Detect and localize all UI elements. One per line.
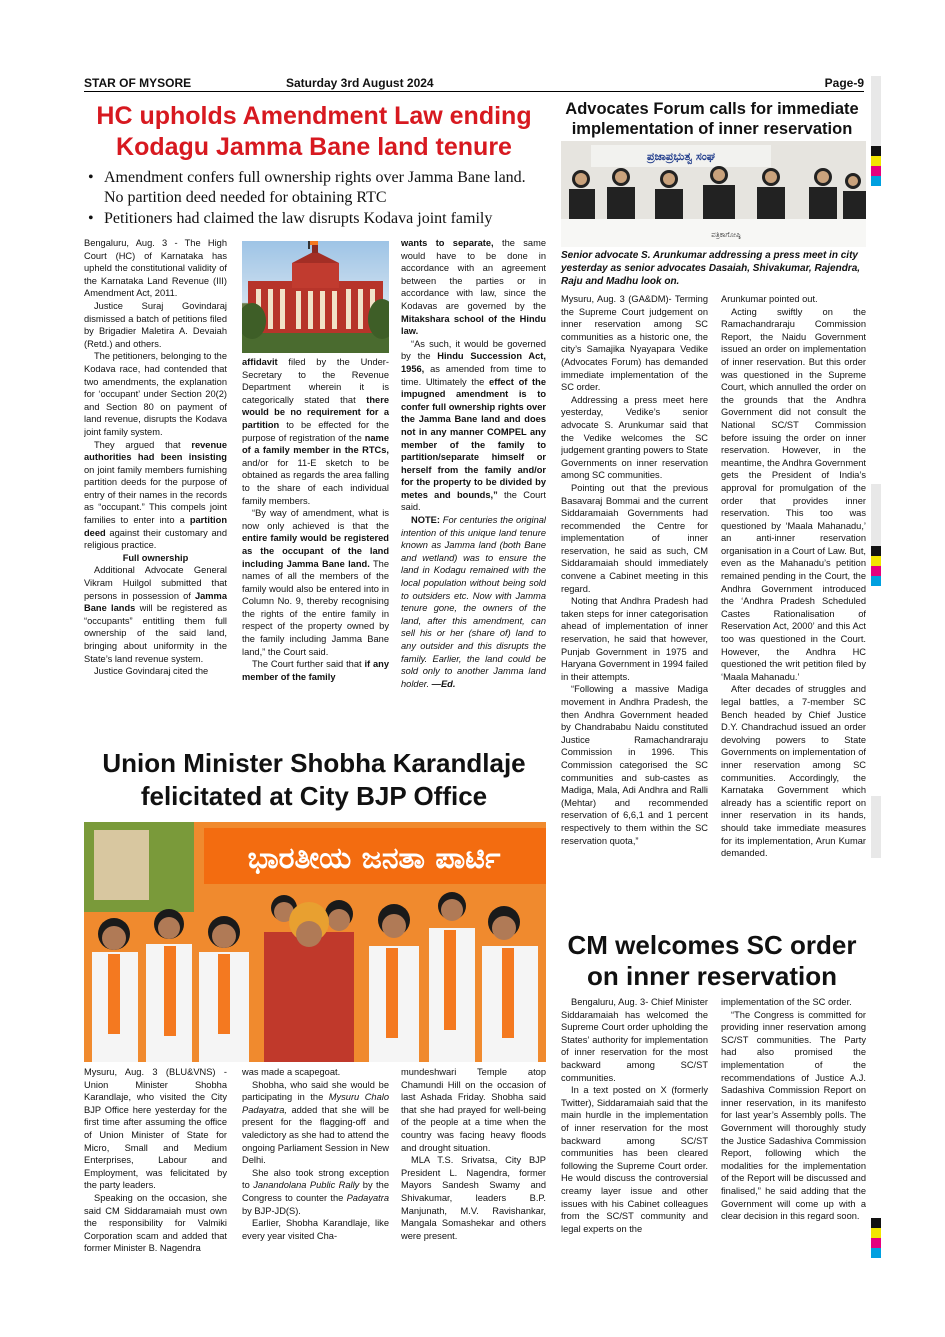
forum-col1-para: Addressing a press meet here yesterday, Vedike’s senior advocate S. Arunkumar said that the Vedike welcomes the SC judgement granting powers to State Governments on inner reservation among SC communities. bbox=[561, 394, 708, 481]
print-margin-bar bbox=[871, 796, 881, 858]
press-meet-photo-art bbox=[561, 141, 866, 247]
cm-col1-para: Bengaluru, Aug. 3- Chief Minister Siddaramaiah has welcomed the Supreme Court order upholding the States’ authority for implementation of inner reservation for the most backward among SC/ST communities. bbox=[561, 997, 708, 1083]
cm-headline-line-1: CM welcomes SC order bbox=[567, 930, 857, 960]
hc-col1-para: Justice Govindaraj cited the bbox=[94, 666, 209, 677]
forum-col1-para: Noting that Andhra Pradesh had taken steps for inner categorisation ahead of implementation of inner reservation, he said that however, Punjab Government in 1975 and Haryana Government in 1994 failed in their attempts. bbox=[561, 596, 708, 682]
color-registration-strip bbox=[871, 1218, 881, 1258]
shobha-column-2 bbox=[242, 1066, 389, 1264]
forum-table-label: ಪತ್ರಿಕಾಗೋಷ್ಠಿ bbox=[711, 231, 741, 239]
hc-col1-para: Justice Suraj Govindaraj dismissed a batch of petitions filed by Brigadier Maletira A. Devaiah (Retd.) and others. bbox=[84, 300, 227, 349]
print-margin-bar bbox=[871, 76, 881, 146]
shobha-col3-para: mundeshwari Temple atop Chamundi Hill on the occasion of last Ashada Friday. Shobha said that she had prayed for well-being of the people at a time when the country was facing heavy floods and drought situation. bbox=[401, 1067, 546, 1153]
hc-deck-bullet: • Petitioners had claimed the law disrupts Kodava joint family bbox=[84, 209, 544, 229]
forum-column-2 bbox=[721, 293, 866, 925]
forum-col1-para: Pointing out that the previous Basavaraj Bommai and the current Siddaramaiah Governments had recommended the Centre for implementation of inner reservation, he said as such, CM Siddaramaiah should immediately convene a Cabinet meeting in this regard. bbox=[561, 482, 708, 594]
shobha-col2-para: She also took strong exception to Janandolana Public Rally by the Congress to counter the Padayatra by BJP-JD(S). bbox=[242, 1167, 389, 1216]
publication-name: STAR OF MYSORE bbox=[84, 76, 192, 90]
shobha-headline-line-2: felicitated at City BJP Office bbox=[140, 781, 488, 811]
forum-col1-para: Mysuru, Aug. 3 (GA&DM)- Terming the Supreme Court judgement on inner reservation among SC communities as a historic one, the city’s Samajika Nyayapara Vedike (Advocates Forum) has demanded immediate implementation of the SC order. bbox=[561, 294, 708, 393]
forum-headline bbox=[556, 99, 868, 139]
cm-headline bbox=[556, 930, 868, 992]
forum-banner-text: ಪ್ರಜಾಪ್ರಭುತ್ವ ಸಂಘ bbox=[647, 150, 715, 163]
hc-column-2 bbox=[242, 356, 389, 739]
issue-date: Saturday 3rd August 2024 bbox=[286, 76, 434, 90]
shobha-column-3 bbox=[401, 1066, 546, 1264]
hc-col1-para: They argued that revenue authorities had been insisting on joint family members furnishing partition deeds for the purpose of entry of their names in the records as “occupant.” This compels joint families to enter into a partition deed against their customary and religious practice. bbox=[84, 439, 227, 551]
press-meet-photo bbox=[561, 141, 866, 247]
forum-col1-para: “Following a massive Madiga movement in Andhra Pradesh, the then Andhra Government headed by Chandrababu Naidu constituted Justice Ramachandraraju Commission in 1996. This Commission categorised the SC communities and sub-castes as Madiga, Mala, Adi Andhra and Ralli (Mehtar) and recommended reservation of 6,6,1 and 1 percent respectively to them within the SC reservation quota,” bbox=[561, 684, 708, 846]
shobha-headline-line-1: Union Minister Shobha Karandlaje bbox=[102, 748, 526, 778]
hc-headline-line-2: Kodagu Jamma Bane land tenure bbox=[116, 133, 512, 161]
cm-col2-para: “The Congress is committed for providing inner reservation among SC/ST communities. The Party had also promised the implementation of the recommendations of Justice A.J. Sadashiva Commission Report on inner reservation, in its manifesto for last year’s Assembly polls. The Government will thoroughly study the Justice Sadashiva Commission Report, following which the modalities for the implementation of the Report will be discussed and finalised,” he said adding that the Government will come up with a clear decision in this regard soon. bbox=[721, 1009, 866, 1222]
color-registration-strip bbox=[871, 146, 881, 186]
press-meet-caption: Senior advocate S. Arunkumar addressing a press meet in city yesterday as senior advocates Dasaiah, Shivakumar, Rajendra, Raju and Madhu look on. bbox=[561, 250, 861, 287]
editor-note: NOTE: For centuries the original intention of this unique land tenure known as Jamma land (both Bane and wetland) was to ensure the land in Kodagu remained with the local population without being sold to outsiders etc. Now with Jamma tenure gone, the owners of the land, after this amendment, can sell his or her (share of) land to any outsider and this disrupts the family. Earlier, the land could be sold only to another Jamma land holder. —Ed. bbox=[401, 515, 546, 689]
hc-col3-para: wants to separate, the same would have to be done in accordance with an agreement between the parties or in accordance with law, since the Kodavas are governed by the Mitakshara school of the Hindu law. bbox=[401, 238, 546, 337]
cm-column-1 bbox=[561, 996, 708, 1264]
hc-col1-para: Bengaluru, Aug. 3 - The High Court (HC) of Karnataka has upheld the constitutional validity of the Karnataka Land Revenue (III) Amendment Act, 2011. bbox=[84, 238, 227, 299]
hc-column-1 bbox=[84, 237, 227, 739]
hc-headline-line-1: HC upholds Amendment Law ending bbox=[96, 102, 532, 130]
shobha-col1-para: Speaking on the occasion, she said CM Siddaramaiah must own the responsibility for Valmiki Corporation scam and added that former Minister B. Nagendra bbox=[84, 1192, 227, 1254]
cm-headline-line-2: on inner reservation bbox=[587, 961, 837, 991]
cm-col1-para: In a text posted on X (formerly Twitter), Siddaramaiah said that the main hurdle in the implementation of inner reservation for the most backward among SC/ST communities has been cleared following the Supreme Court order. He would discuss the controversial creamy layer issue and other issues with his Cabinet colleagues from the SC/ST community and legal experts on the bbox=[561, 1085, 708, 1234]
shobha-col2-para: Earlier, Shobha Karandlaje, like every year visited Cha- bbox=[242, 1218, 389, 1241]
hc-subhead: Full ownership bbox=[122, 552, 189, 563]
hc-deck-bullets bbox=[84, 168, 544, 230]
forum-col2-para: After decades of struggles and legal battles, a 7-member SC Bench headed by Chief Justice D.Y. Chandrachud issued an order devolving powers to State Governments on implementation of inner reservation among SC communities. Accordingly, the Karnataka Government which already has a scientific report on inner reservation in its hands, should take immediate measures for its implementation, Arun Kumar demanded. bbox=[721, 684, 866, 859]
hc-headline bbox=[84, 101, 544, 163]
forum-col2-para: Acting swiftly on the Ramachandraraju Commission Report, the Naidu Government issued an order on implementation of inner reservation. But this order was questioned in the Supreme Court, which annulled the order on the grounds that the Andhra Government did not consult the National SC/ST Commission before issuing the order on inner reservation. However, in the meantime, the Andhra Government gets the President of India’s approval for promulgation of the order that provides inner reservation. This too was questioned by ‘Maala Mahanadu,’ an anti-inner reservation organisation in a Court of Law. But, even as the Mahanadu’s petition remained pending in the Court, the Andhra Government introduced the ‘Andhra Pradesh Scheduled Castes Rationalisation of Reservation Act, 2000’ and this Act too was questioned in the Court. However, the Andhra HC questioned the writ petition filed by ‘Maala Mahanadu.’ bbox=[721, 306, 866, 682]
hc-col1-para: Additional Advocate General Vikram Huilgol submitted that persons in possession of Jamma Bane lands will be registered as “occupants” entitling them full ownership of the said land, bringing about uniformity in the State’s land revenue system. bbox=[84, 565, 227, 664]
forum-headline-line-2: implementation of inner reservation bbox=[571, 120, 853, 138]
hc-col2-para: “By way of amendment, what is now only achieved is that the entire family would be registered as the occupant of the land including Jamma Bane land. The names of all the members of the family would also be entered into in Column No. 9, thereby recognising the rights of the entire family in respect of the property owned by the family including Jamma Bane land,” the Court said. bbox=[242, 508, 389, 657]
bjp-felicitation-photo-art bbox=[84, 822, 546, 1062]
bjp-felicitation-photo bbox=[84, 822, 546, 1062]
shobha-col2-para: was made a scapegoat. bbox=[242, 1067, 341, 1077]
hc-col2-para: affidavit filed by the Under-Secretary to the Revenue Department wherein it is categorically stated that there would be no requirement for a partition to be effected for the purpose of registration of the name of a family member in the RTCs, and/or for 11-E sketch to be obtained as regards the area falling to the share of each individual family members. bbox=[242, 357, 389, 506]
cm-col2-para: implementation of the SC order. bbox=[721, 997, 852, 1007]
masthead bbox=[84, 76, 864, 92]
shobha-col1-para: Mysuru, Aug. 3 (BLU&VNS) - Union Minister Shobha Karandlaje, who visited the City BJP Office here yesterday for the first time after assuming the office of Union Minister of State for Micro, Small and Medium Enterprises, Labour and Employment, was felicitated by the party leaders. bbox=[84, 1067, 227, 1191]
forum-column-1 bbox=[561, 293, 708, 925]
forum-col2-para: Arunkumar pointed out. bbox=[721, 294, 818, 304]
bjp-banner-text: ಭಾರತೀಯ ಜನತಾ ಪಾರ್ಟಿ bbox=[247, 841, 501, 876]
hc-column-3 bbox=[401, 237, 546, 739]
color-registration-strip bbox=[871, 546, 881, 586]
shobha-col2-para: Shobha, who said she would be participating in the Mysuru Chalo Padayatra, added that she will be present for the flagging-off and valedictory as she had to attend the ongoing Parliament Session in New Delhi. bbox=[242, 1079, 389, 1166]
shobha-headline bbox=[84, 747, 544, 813]
print-margin-bar bbox=[871, 484, 881, 546]
cm-column-2 bbox=[721, 996, 866, 1264]
high-court-building-icon bbox=[242, 241, 389, 353]
hc-col3-para: “As such, it would be governed by the Hindu Succession Act, 1956, as amended from time to time. Ultimately the effect of the impugned amendment is to confer full ownership rights over the Jamma Bane land and does not in any manner COMPEL any member of the family to partition/separate himself or herself from the family and/or for the property to be divided by metes and bounds,” the Court said. bbox=[401, 338, 546, 513]
hc-col1-para: The petitioners, belonging to the Kodava race, had contended that two amendments, the explanation for ‘occupant’ under Section 20(2) and Section 80 on payment of land revenue, disrupts the Kodava joint family system. bbox=[84, 351, 227, 437]
shobha-col3-para: MLA T.S. Srivatsa, City BJP President L. Nagendra, former Mayors Sandesh Swamy and Shivakumar, leaders B.P. Manjunath, M.V. Ravishankar, Mangala Somashekar and others were present. bbox=[401, 1155, 546, 1241]
forum-headline-line-1: Advocates Forum calls for immediate bbox=[565, 100, 859, 118]
page-number: Page-9 bbox=[824, 76, 864, 90]
hc-deck-bullet: • Amendment confers full ownership rights over Jamma Bane land. No partition deed needed for obtaining RTC bbox=[84, 168, 544, 208]
hc-col2-para: The Court further said that if any member of the family bbox=[242, 659, 389, 682]
shobha-column-1 bbox=[84, 1066, 227, 1264]
high-court-photo bbox=[242, 241, 389, 353]
